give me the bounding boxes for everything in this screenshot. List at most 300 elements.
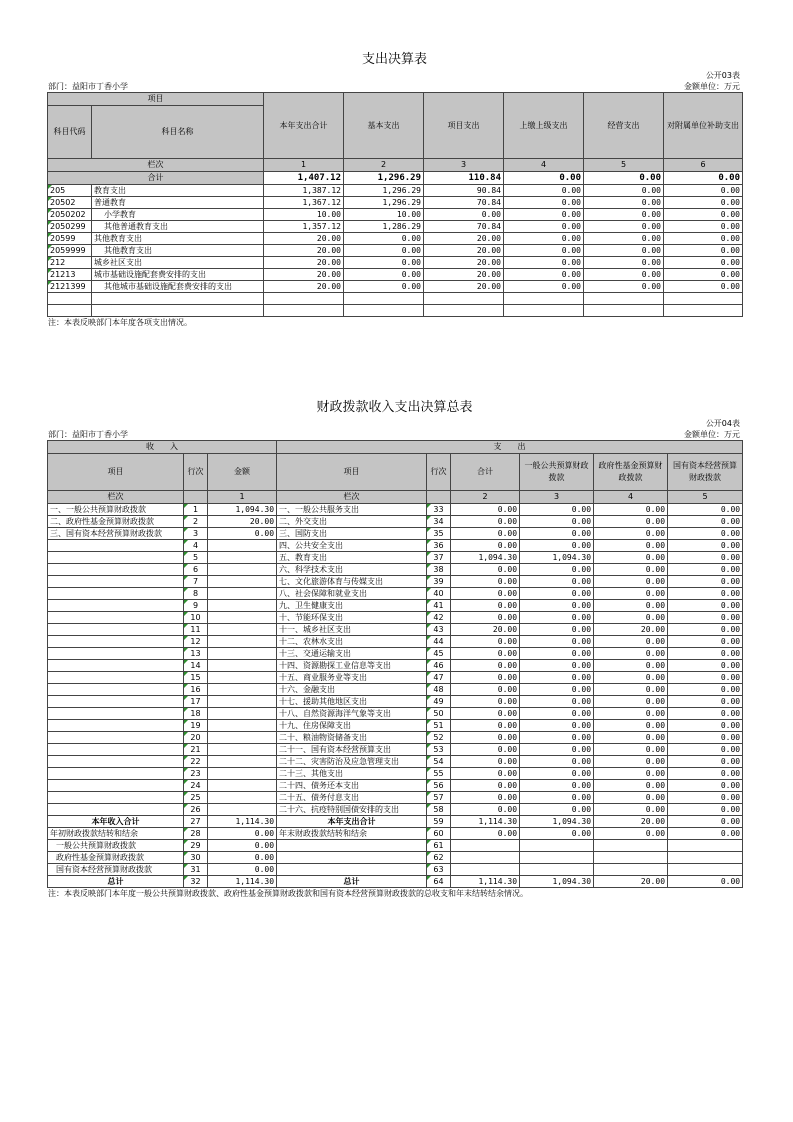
amount-cell: 70.84 [424, 221, 504, 233]
table-row [48, 197, 743, 209]
expense-item: 十三、交通运输支出 [277, 648, 427, 660]
income-item: 一、一般公共预算财政拨款 [48, 504, 184, 516]
income-item [48, 768, 184, 780]
expense-amount: 20.00 [594, 624, 668, 636]
expense-amount: 0.00 [594, 660, 668, 672]
expense-row-num: 64 [427, 876, 451, 888]
expense-amount [668, 864, 743, 876]
expense-amount: 0.00 [451, 792, 520, 804]
empty-cell [92, 305, 264, 317]
expense-row-num: 45 [427, 648, 451, 660]
amount-cell: 20.00 [264, 233, 344, 245]
amount-cell: 20.00 [264, 269, 344, 281]
income-item [48, 696, 184, 708]
table-row [48, 684, 743, 696]
income-row-num: 31 [184, 864, 208, 876]
expense-amount: 0.00 [668, 720, 743, 732]
income-row-num: 7 [184, 576, 208, 588]
expense-item: 二十一、国有资本经营预算支出 [277, 744, 427, 756]
table-row [48, 780, 743, 792]
header-col-2: 基本支出 [344, 93, 424, 159]
income-item: 总计 [48, 876, 184, 888]
annual-total-row [48, 816, 743, 828]
empty-cell [504, 293, 584, 305]
expense-total-header: 合计 [451, 454, 520, 491]
expense-amount: 0.00 [520, 804, 594, 816]
table-row [48, 269, 743, 281]
income-amount [208, 780, 277, 792]
total-value: 1,296.29 [344, 172, 424, 185]
capital-budget-header: 国有资本经营预算财政拨款 [668, 454, 743, 491]
expense-row-num: 38 [427, 564, 451, 576]
income-row-header: 行次 [184, 454, 208, 491]
income-row-num: 9 [184, 600, 208, 612]
subject-name: 其他城市基础设施配套费安排的支出 [92, 281, 264, 293]
amount-cell: 0.00 [504, 185, 584, 197]
table-row [48, 552, 743, 564]
fiscal-summary-note: 注：本表反映部门本年度一般公共预算财政拨款、政府性基金预算财政拨款和国有资本经营预算财政拨款的总收支和年末结转结余情况。 [48, 889, 528, 898]
expense-item: 二十三、其他支出 [277, 768, 427, 780]
total-label: 合计 [48, 172, 264, 185]
expense-amount: 0.00 [451, 684, 520, 696]
empty-cell [424, 293, 504, 305]
empty-cell [504, 305, 584, 317]
empty-row [48, 305, 743, 317]
expense-amount: 0.00 [668, 672, 743, 684]
amount-cell: 0.00 [664, 197, 743, 209]
income-amount [208, 720, 277, 732]
expense-row-num: 44 [427, 636, 451, 648]
expense-amount: 0.00 [520, 708, 594, 720]
fund-budget-header: 政府性基金预算财政拨款 [594, 454, 668, 491]
income-item [48, 552, 184, 564]
expense-amount [520, 852, 594, 864]
expense-amount: 0.00 [451, 756, 520, 768]
expense-amount: 0.00 [451, 600, 520, 612]
table-row [48, 281, 743, 293]
income-amount: 0.00 [208, 840, 277, 852]
amount-cell: 0.00 [344, 281, 424, 293]
income-row-num: 5 [184, 552, 208, 564]
expense-amount: 0.00 [451, 636, 520, 648]
subject-name: 其他普通教育支出 [92, 221, 264, 233]
expense-amount: 0.00 [451, 612, 520, 624]
expense-amount: 0.00 [668, 588, 743, 600]
empty-cell [584, 305, 664, 317]
table-row [48, 233, 743, 245]
amount-cell: 0.00 [584, 245, 664, 257]
expense-row-num: 46 [427, 660, 451, 672]
expense-row-num: 58 [427, 804, 451, 816]
income-amount [208, 696, 277, 708]
table-row [48, 708, 743, 720]
table-row [48, 672, 743, 684]
expense-row-num: 39 [427, 576, 451, 588]
expense-item: 二十、粮油物资储备支出 [277, 732, 427, 744]
expense-amount: 0.00 [668, 756, 743, 768]
expenditure-table [47, 92, 743, 317]
total-value: 0.00 [664, 172, 743, 185]
expense-amount [451, 852, 520, 864]
table-row [48, 732, 743, 744]
amount-cell: 10.00 [344, 209, 424, 221]
header-item: 项目 [48, 93, 264, 106]
expense-amount: 0.00 [594, 672, 668, 684]
empty-cell [92, 293, 264, 305]
expense-item: 十四、资源勘探工业信息等支出 [277, 660, 427, 672]
expense-amount: 0.00 [451, 564, 520, 576]
expense-item: 二十五、债务付息支出 [277, 792, 427, 804]
expense-item: 六、科学技术支出 [277, 564, 427, 576]
amount-cell: 1,296.29 [344, 185, 424, 197]
table-row [48, 696, 743, 708]
income-row-num: 24 [184, 780, 208, 792]
subject-code: 20599 [48, 233, 92, 245]
fiscal-summary-title: 财政拨款收入支出决算总表 [316, 400, 473, 415]
table-row [48, 792, 743, 804]
amount-cell: 0.00 [504, 269, 584, 281]
expense-amount: 0.00 [520, 624, 594, 636]
amount-cell: 20.00 [424, 245, 504, 257]
expense-row-num: 60 [427, 828, 451, 840]
subject-code: 212 [48, 257, 92, 269]
income-row-num: 23 [184, 768, 208, 780]
income-row-num: 2 [184, 516, 208, 528]
amount-cell: 0.00 [584, 269, 664, 281]
amount-cell: 1,357.12 [264, 221, 344, 233]
expense-item: 七、文化旅游体育与传媒支出 [277, 576, 427, 588]
meta-row-code [47, 70, 742, 81]
income-amount [208, 768, 277, 780]
income-amount [208, 600, 277, 612]
expense-amount: 0.00 [451, 780, 520, 792]
expense-row-num: 37 [427, 552, 451, 564]
expense-row-num: 56 [427, 780, 451, 792]
expense-amount: 0.00 [594, 600, 668, 612]
table-row [48, 876, 743, 888]
header-code: 科目代码 [48, 106, 92, 159]
subject-name: 城乡社区支出 [92, 257, 264, 269]
expense-row-num: 40 [427, 588, 451, 600]
empty-cell [48, 305, 92, 317]
amount-cell: 1,367.12 [264, 197, 344, 209]
table-row [48, 504, 743, 516]
col-num: 4 [594, 491, 668, 504]
income-item [48, 540, 184, 552]
expense-amount: 0.00 [520, 576, 594, 588]
expense-row-num: 47 [427, 672, 451, 684]
expense-amount [594, 852, 668, 864]
expense-amount: 0.00 [668, 576, 743, 588]
expense-amount: 0.00 [594, 648, 668, 660]
expense-amount: 0.00 [520, 504, 594, 516]
income-amount [208, 648, 277, 660]
table-row [48, 756, 743, 768]
expense-item: 四、公共安全支出 [277, 540, 427, 552]
expense-amount: 0.00 [594, 528, 668, 540]
expense-amount: 0.00 [520, 600, 594, 612]
expense-amount: 20.00 [451, 624, 520, 636]
income-amount [208, 756, 277, 768]
income-row-num: 3 [184, 528, 208, 540]
expense-amount: 0.00 [520, 696, 594, 708]
expense-item: 年末财政拨款结转和结余 [277, 828, 427, 840]
expense-amount: 0.00 [451, 504, 520, 516]
table-row [48, 852, 743, 864]
income-row-num: 1 [184, 504, 208, 516]
amount-cell: 20.00 [424, 257, 504, 269]
expense-row-num: 36 [427, 540, 451, 552]
expense-row-num: 42 [427, 612, 451, 624]
table-row [48, 588, 743, 600]
income-item [48, 780, 184, 792]
expense-amount: 0.00 [594, 636, 668, 648]
department-label: 部门：益阳市丁香小学 [48, 430, 128, 439]
income-item [48, 576, 184, 588]
income-amount: 0.00 [208, 864, 277, 876]
unit-label: 金额单位：万元 [684, 82, 740, 91]
amount-cell: 0.00 [664, 209, 743, 221]
subject-code: 21213 [48, 269, 92, 281]
col-num: 4 [504, 159, 584, 172]
amount-cell: 1,296.29 [344, 197, 424, 209]
table-row [48, 720, 743, 732]
expense-amount: 0.00 [668, 732, 743, 744]
income-amount: 1,094.30 [208, 504, 277, 516]
expense-amount: 0.00 [520, 660, 594, 672]
form-code: 公开03表 [705, 71, 740, 80]
income-amount [208, 552, 277, 564]
income-total-amount: 1,114.30 [208, 816, 277, 828]
income-item [48, 648, 184, 660]
income-item [48, 732, 184, 744]
expense-row-num: 55 [427, 768, 451, 780]
total-value: 0.00 [504, 172, 584, 185]
income-row-num: 27 [184, 816, 208, 828]
expense-row-num: 50 [427, 708, 451, 720]
expense-item: 二十六、抗疫特别国债安排的支出 [277, 804, 427, 816]
amount-cell: 20.00 [424, 281, 504, 293]
expense-amount: 0.00 [520, 528, 594, 540]
expense-item: 十二、农林水支出 [277, 636, 427, 648]
income-row-num: 22 [184, 756, 208, 768]
subject-name: 小学教育 [92, 209, 264, 221]
expense-item: 十九、住房保障支出 [277, 720, 427, 732]
expense-amount: 0.00 [451, 588, 520, 600]
expense-amount: 0.00 [594, 768, 668, 780]
expense-amount: 1,094.30 [451, 552, 520, 564]
expense-item: 八、社会保障和就业支出 [277, 588, 427, 600]
income-amount [208, 576, 277, 588]
expense-amount: 0.00 [594, 612, 668, 624]
income-item [48, 612, 184, 624]
expense-amount: 0.00 [668, 696, 743, 708]
table-row [48, 245, 743, 257]
header-col-6: 对附属单位补助支出 [664, 93, 743, 159]
amount-cell: 0.00 [584, 185, 664, 197]
income-amount [208, 564, 277, 576]
amount-cell: 0.00 [504, 281, 584, 293]
col-num: 1 [264, 159, 344, 172]
table-row [48, 516, 743, 528]
expense-amount [594, 864, 668, 876]
expense-amount: 0.00 [668, 600, 743, 612]
amount-cell: 0.00 [584, 281, 664, 293]
expense-amount: 0.00 [451, 648, 520, 660]
income-amount [208, 804, 277, 816]
col-num: 2 [344, 159, 424, 172]
income-item [48, 792, 184, 804]
table-row [48, 564, 743, 576]
income-row-num: 11 [184, 624, 208, 636]
income-row-num: 30 [184, 852, 208, 864]
expense-amount: 1,094.30 [520, 876, 594, 888]
expense-amount: 0.00 [668, 612, 743, 624]
col-num: 3 [424, 159, 504, 172]
subject-name: 普通教育 [92, 197, 264, 209]
income-row-num: 8 [184, 588, 208, 600]
income-item [48, 684, 184, 696]
expense-amount: 0.00 [594, 696, 668, 708]
expense-amount: 0.00 [451, 660, 520, 672]
income-row-num: 12 [184, 636, 208, 648]
expense-amount: 0.00 [668, 540, 743, 552]
amount-cell: 0.00 [584, 197, 664, 209]
expense-amount: 0.00 [668, 744, 743, 756]
lanci-label: 栏次 [48, 491, 184, 504]
expense-item-header: 项目 [277, 454, 427, 491]
expense-row-num: 51 [427, 720, 451, 732]
lanci-label: 栏次 [277, 491, 427, 504]
total-value: 1,407.12 [264, 172, 344, 185]
expense-amount: 0.00 [668, 804, 743, 816]
empty-cell [264, 305, 344, 317]
expense-item [277, 840, 427, 852]
expense-amount: 0.00 [668, 552, 743, 564]
general-budget-header: 一般公共预算财政拨款 [520, 454, 594, 491]
table-row [48, 648, 743, 660]
subject-code: 2050299 [48, 221, 92, 233]
header-col-3: 项目支出 [424, 93, 504, 159]
income-row-num: 4 [184, 540, 208, 552]
expense-amount: 0.00 [668, 660, 743, 672]
expenditure-note: 注：本表反映部门本年度各项支出情况。 [48, 318, 192, 327]
table-row [48, 828, 743, 840]
expense-row-num: 43 [427, 624, 451, 636]
table-row [48, 804, 743, 816]
amount-cell: 0.00 [664, 233, 743, 245]
expense-amount: 0.00 [668, 684, 743, 696]
expense-amount: 0.00 [451, 744, 520, 756]
income-row-num: 32 [184, 876, 208, 888]
income-amount [208, 684, 277, 696]
income-amount: 20.00 [208, 516, 277, 528]
expense-row-num: 54 [427, 756, 451, 768]
expense-amount: 0.00 [594, 732, 668, 744]
income-item: 政府性基金预算财政拨款 [48, 852, 184, 864]
expense-amount: 20.00 [594, 876, 668, 888]
amount-cell: 0.00 [344, 233, 424, 245]
expense-amount: 0.00 [451, 576, 520, 588]
expense-total-amount: 1,094.30 [520, 816, 594, 828]
amount-cell: 0.00 [504, 257, 584, 269]
expense-amount: 0.00 [520, 780, 594, 792]
expense-amount: 0.00 [520, 732, 594, 744]
expense-total-amount: 0.00 [668, 816, 743, 828]
amount-cell: 0.00 [584, 257, 664, 269]
amount-cell: 0.00 [504, 221, 584, 233]
income-row-num: 19 [184, 720, 208, 732]
expense-amount: 0.00 [594, 588, 668, 600]
table-row [48, 185, 743, 197]
amount-cell: 0.00 [664, 281, 743, 293]
expense-amount [451, 840, 520, 852]
amount-cell: 0.00 [504, 197, 584, 209]
income-row-num: 26 [184, 804, 208, 816]
income-amount-header: 金额 [208, 454, 277, 491]
expense-amount: 0.00 [520, 672, 594, 684]
amount-cell: 0.00 [344, 257, 424, 269]
col-num: 6 [664, 159, 743, 172]
expense-amount: 0.00 [520, 516, 594, 528]
expense-row-header: 行次 [427, 454, 451, 491]
expense-amount: 0.00 [594, 504, 668, 516]
expense-amount: 0.00 [594, 684, 668, 696]
table-row [48, 660, 743, 672]
table-row [48, 257, 743, 269]
expense-total-amount: 20.00 [594, 816, 668, 828]
expense-amount [668, 852, 743, 864]
total-value: 0.00 [584, 172, 664, 185]
income-amount [208, 660, 277, 672]
income-item: 年初财政拨款结转和结余 [48, 828, 184, 840]
table-row [48, 600, 743, 612]
expense-amount: 0.00 [520, 540, 594, 552]
income-row-num: 16 [184, 684, 208, 696]
income-item: 国有资本经营预算财政拨款 [48, 864, 184, 876]
expense-amount: 0.00 [451, 708, 520, 720]
col-num: 2 [451, 491, 520, 504]
expense-amount [668, 840, 743, 852]
expense-amount: 0.00 [520, 792, 594, 804]
expense-amount: 0.00 [668, 780, 743, 792]
income-row-num: 28 [184, 828, 208, 840]
expense-row-num: 34 [427, 516, 451, 528]
subject-code: 2121399 [48, 281, 92, 293]
expense-amount: 0.00 [520, 768, 594, 780]
expense-item [277, 852, 427, 864]
expense-amount: 0.00 [594, 708, 668, 720]
expense-amount: 0.00 [668, 768, 743, 780]
income-amount: 0.00 [208, 828, 277, 840]
amount-cell: 0.00 [664, 269, 743, 281]
expense-amount: 0.00 [594, 828, 668, 840]
expense-row-num: 62 [427, 852, 451, 864]
expense-amount: 0.00 [451, 804, 520, 816]
income-item [48, 804, 184, 816]
income-amount [208, 624, 277, 636]
expense-amount [594, 840, 668, 852]
income-amount: 0.00 [208, 852, 277, 864]
income-row-num: 29 [184, 840, 208, 852]
expense-item: 总计 [277, 876, 427, 888]
header-col-5: 经营支出 [584, 93, 664, 159]
expense-amount: 0.00 [668, 792, 743, 804]
income-item [48, 588, 184, 600]
expense-header: 支 出 [277, 441, 743, 454]
income-item [48, 744, 184, 756]
expense-item: 十一、城乡社区支出 [277, 624, 427, 636]
